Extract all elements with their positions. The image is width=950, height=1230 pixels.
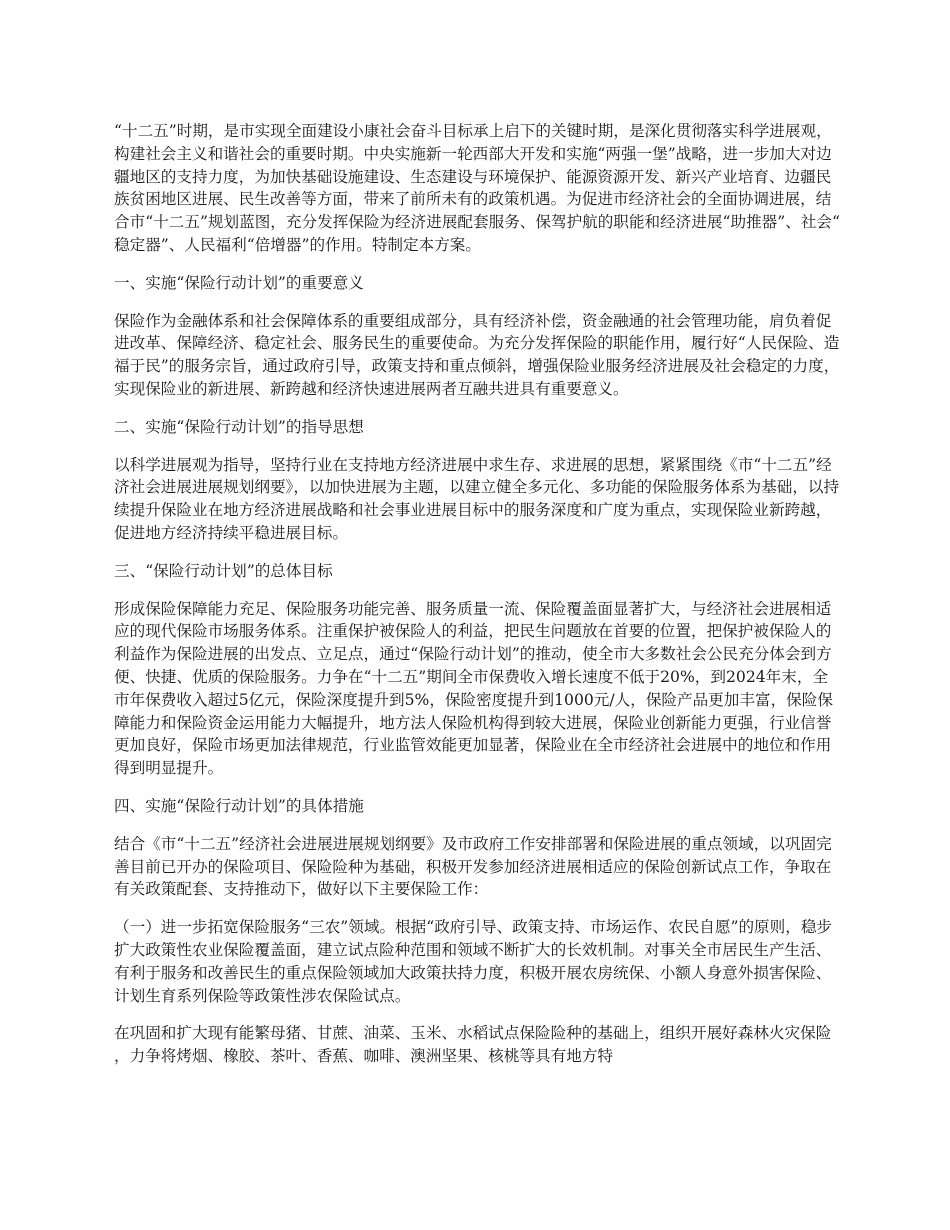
section-1-paragraph: 保险作为金融体系和社会保障体系的重要组成部分，具有经济补偿，资金融通的社会管理功能，肩负着促进改革、保障经济、稳定社会、服务民生的重要使命。为充分发挥保险的职能作用，履行好“人民保险、造福于民”的服务宗旨，通过政府引导，政策支持和重点倾斜，增强保险业服务经济进展及社会稳定的力度，实现保险业的新进展、新跨越和经济快速进展两者互融共进具有重要意义。 xyxy=(114,311,840,398)
section-4-item-1-paragraph: （一）进一步拓宽保险服务“三农”领域。根据“政府引导、政策支持、市场运作、农民自愿”的原则，稳步扩大政策性农业保险覆盖面，建立试点险种范围和领域不断扩大的长效机制。对事关全市居民生产生活、有利于服务和改善民生的重点保险领域加大政策扶持力度，积极开展农房统保、小额人身意外损害保险、计划生育系列保险等政策性涉农保险试点。 xyxy=(114,918,833,1005)
section-4-paragraph: 结合《市“十二五”经济社会进展进展规划纲要》及市政府工作安排部署和保险进展的重点领域，以巩固完善目前已开办的保险项目、保险险种为基础，积极开发参加经济进展相适应的保险创新试点工作，争取在有关政策配套、支持推动下，做好以下主要保险工作： xyxy=(114,834,832,899)
section-heading-3: 三、“保险行动计划”的总体目标 xyxy=(114,561,333,580)
section-3-paragraph: 形成保险保障能力充足、保险服务功能完善、服务质量一流、保险覆盖面显著扩大，与经济社会进展相适应的现代保险市场服务体系。注重保护被保险人的利益，把民生问题放在首要的位置，把保护被保险人的利益作为保险进展的出发点、立足点，通过“保险行动计划”的推动，使全市大多数社会公民充分体会到方便、快捷、优质的保险服务。力争在“十二五”期间全市保费收入增长速度不低于20%，到2024年末，全市年保费收入超过5亿元，保险深度提升到5%，保险密度提升到1000元/人，保险产品更加丰富，保险保障能力和保险资金运用能力大幅提升，地方法人保险机构得到较大进展，保险业创新能力更强，行业信誉更加良好，保险市场更加法律规范，行业监管效能更加显著，保险业在全市经济社会进展中的地位和作用得到明显提升。 xyxy=(114,599,833,778)
section-heading-1: 一、实施“保险行动计划”的重要意义 xyxy=(114,273,364,292)
section-4-item-1-continuation: 在巩固和扩大现有能繁母猪、甘蔗、油菜、玉米、水稻试点保险险种的基础上，组织开展好森林火灾保险，力争将烤烟、橡胶、茶叶、香蕉、咖啡、澳洲坚果、核桃等具有地方特 xyxy=(114,1024,832,1066)
section-heading-4: 四、实施“保险行动计划”的具体措施 xyxy=(114,796,364,815)
section-2-paragraph: 以科学进展观为指导，坚持行业在支持地方经济进展中求生存、求进展的思想，紧紧围绕《市“十二五”经济社会进展进展规划纲要》，以加快进展为主题，以建立健全多元化、多功能的保险服务体系为基础，以持续提升保险业在地方经济进展战略和社会事业进展目标中的服务深度和广度为重点，实现保险业新跨越，促进地方经济持续平稳进展目标。 xyxy=(114,455,840,542)
section-heading-2: 二、实施“保险行动计划”的指导思想 xyxy=(114,417,364,436)
intro-paragraph: “十二五”时期，是市实现全面建设小康社会奋斗目标承上启下的关键时期，是深化贯彻落实科学进展观，构建社会主义和谐社会的重要时期。中央实施新一轮西部大开发和实施“两强一堡”战略，进一步加大对边疆地区的支持力度，为加快基础设施建设、生态建设与环境保护、能源资源开发、新兴产业培育、边疆民族贫困地区进展、民生改善等方面，带来了前所未有的政策机遇。为促进市经济社会的全面协调进展，结合市“十二五”规划蓝图，充分发挥保险为经济进展配套服务、保驾护航的职能和经济进展“助推器”、社会“稳定器”、人民福利“倍增器”的作用。特制定本方案。 xyxy=(114,122,840,254)
document-body xyxy=(114,120,840,1083)
